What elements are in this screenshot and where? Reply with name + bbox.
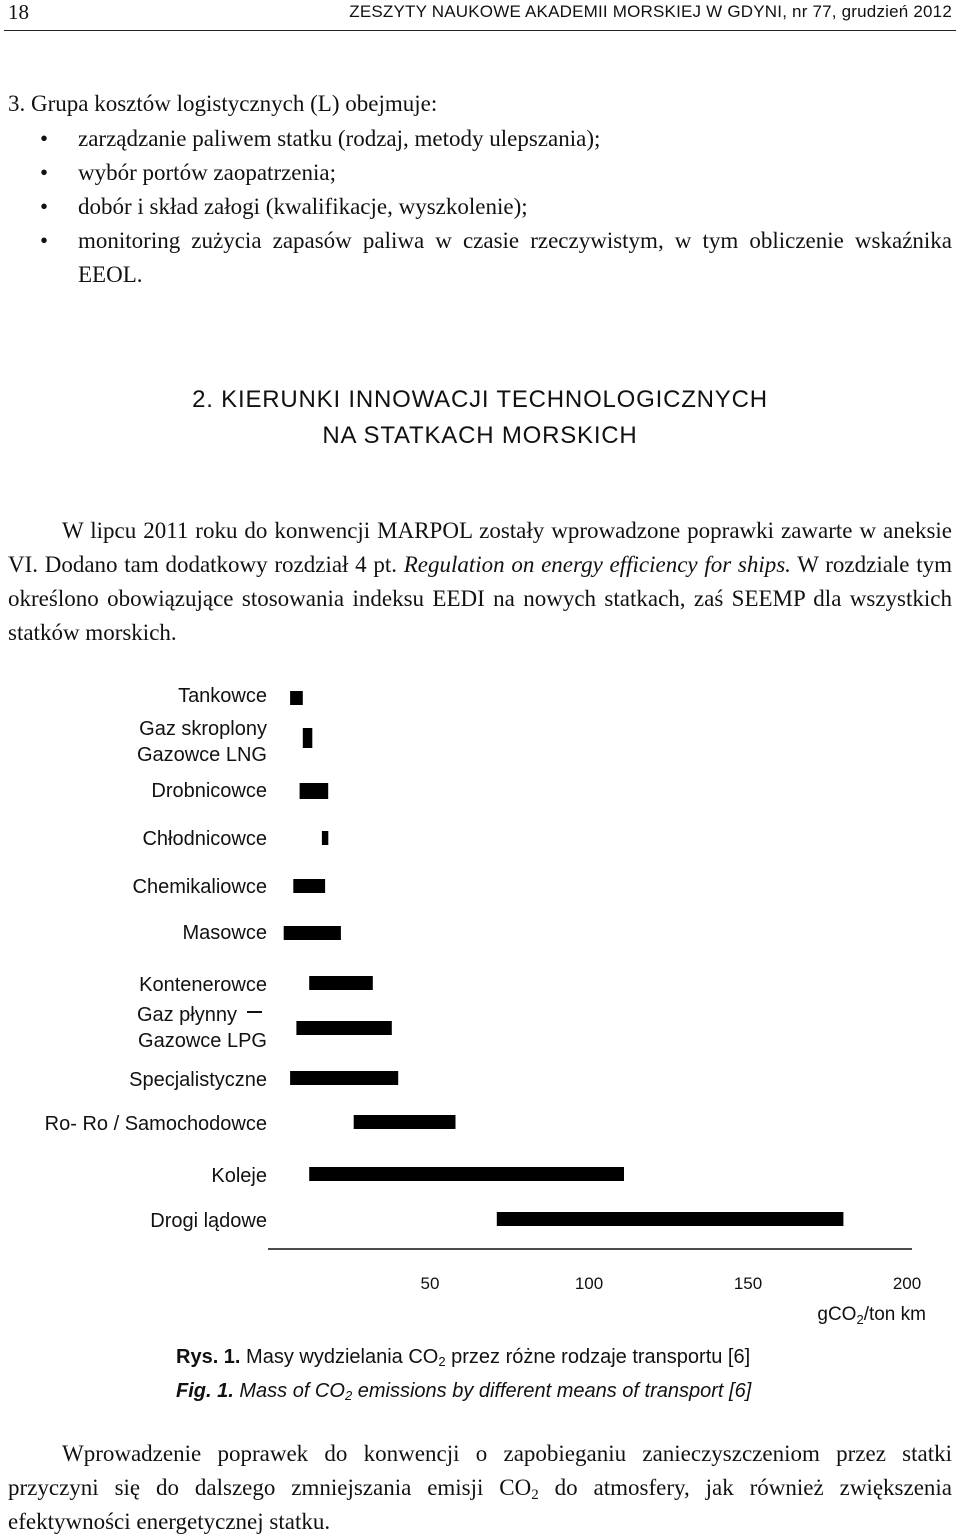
paragraph-1-text-b: W rozdziale tym określono obowiązujące stosowania indeksu EEDI na nowych statkach, zaś SEEMP dla wszystkich statków morskich. [8, 552, 953, 645]
caption-pl-label: Rys. 1. [176, 1346, 241, 1368]
figure-caption-en [176, 1380, 751, 1403]
paragraph-1-text-a: W lipcu 2011 roku do konwencji MARPOL zostały wprowadzone poprawki zawarte w aneksie VI. Dodano tam dodatkowy rozdział 4 pt. [8, 518, 952, 577]
section-heading-line2: NA STATKACH MORSKICH [322, 422, 638, 449]
emission-bar [290, 1071, 398, 1085]
running-head: ZESZYTY NAUKOWE AKADEMII MORSKIEJ W GDYNI, nr 77, grudzień 2012 [349, 2, 952, 21]
category-label: Koleje [211, 1165, 267, 1187]
section-heading-line1: 2. KIERUNKI INNOWACJI TECHNOLOGICZNYCH [192, 386, 768, 413]
list-item-text: wybór portów zaopatrzenia; [78, 160, 337, 185]
list-item [40, 190, 952, 224]
category-label: Tankowce [178, 685, 267, 707]
emission-bar [322, 831, 328, 845]
caption-en-label: Fig. 1. [176, 1380, 234, 1402]
x-tick-label: 200 [892, 1274, 922, 1293]
category-label: Drobnicowce [151, 780, 267, 802]
co2-emissions-chart [0, 670, 960, 1330]
list-item-text: dobór i skład załogi (kwalifikacje, wyszkolenie); [78, 194, 528, 219]
caption-pl-text-b: przez różne rodzaje transportu [6] [445, 1346, 751, 1368]
bullet-icon: • [40, 228, 49, 253]
emission-bar [300, 783, 329, 799]
category-label: Drogi lądowe [150, 1210, 267, 1232]
x-axis-unit: gCO$_2$/ton km [817, 1304, 926, 1327]
bullet-icon: • [40, 126, 49, 151]
category-label: Chemikaliowce [132, 876, 267, 898]
emission-bar [309, 1167, 624, 1181]
list-item-text: monitoring zużycia zapasów paliwa w czasie rzeczywistym, w tym obliczenie wskaźnika EEOL. [78, 228, 952, 287]
bullet-icon: • [40, 160, 49, 185]
emission-bar [354, 1115, 456, 1129]
paragraph-1-italic: Regulation on energy efficiency for ships. [403, 552, 791, 577]
paragraph-2 [8, 1437, 952, 1539]
caption-en-sub: 2 [344, 1388, 353, 1403]
list-item [40, 224, 952, 292]
section-heading [0, 382, 960, 454]
paragraph-2-text-a: Wprowadzenie poprawek do konwencji o zapobieganiu zanieczyszczeniom przez statki przyczyni się do dalszego zmniejszania emisji CO [8, 1441, 952, 1500]
category-label: Kontenerowce [139, 974, 267, 996]
x-tick-label: 50 [420, 1274, 440, 1293]
category-label: Gaz płynny [136, 1004, 237, 1026]
category-label: Masowce [182, 922, 267, 944]
category-label: Specjalistyczne [129, 1069, 267, 1091]
category-label: Chłodnicowce [142, 828, 267, 850]
figure-caption-pl [176, 1346, 750, 1369]
list-item [40, 122, 952, 156]
emission-bar [309, 976, 373, 990]
emission-bar [497, 1212, 844, 1226]
bullet-icon: • [40, 194, 49, 219]
page-number: 18 [8, 0, 29, 24]
emission-bar [293, 879, 325, 893]
category-label: Gazowce LNG [136, 744, 267, 766]
paragraph-2-text-b: do atmosfery, jak również zwiększenia efektywności energetycznej statku. [8, 1475, 952, 1534]
caption-en-text-a: Mass of CO [233, 1380, 345, 1402]
emission-bar [303, 728, 313, 748]
paragraph-1 [8, 514, 952, 650]
caption-pl-text-a: Masy wydzielania CO [240, 1346, 439, 1368]
emission-bar [284, 926, 341, 940]
caption-pl-sub: 2 [438, 1354, 446, 1369]
category-label: Ro- Ro / Samochodowce [44, 1113, 267, 1135]
list-item-text: zarządzanie paliwem statku (rodzaj, metody ulepszania); [78, 126, 601, 151]
emission-bar [290, 691, 303, 705]
x-tick-label: 150 [733, 1274, 763, 1293]
category-label: Gaz skroplony [139, 718, 267, 740]
bullet-list [40, 122, 952, 292]
paragraph-2-sub: 2 [531, 1487, 539, 1503]
page-header [0, 0, 960, 32]
list-item [40, 156, 952, 190]
category-label: Gazowce LPG [138, 1030, 267, 1052]
header-rule [4, 30, 956, 31]
caption-en-text-b: emissions by different means of transport [6] [352, 1380, 752, 1402]
list-intro: 3. Grupa kosztów logistycznych (L) obejmuje: [8, 91, 438, 116]
x-tick-label: 100 [574, 1274, 604, 1293]
emission-bar [296, 1021, 391, 1035]
